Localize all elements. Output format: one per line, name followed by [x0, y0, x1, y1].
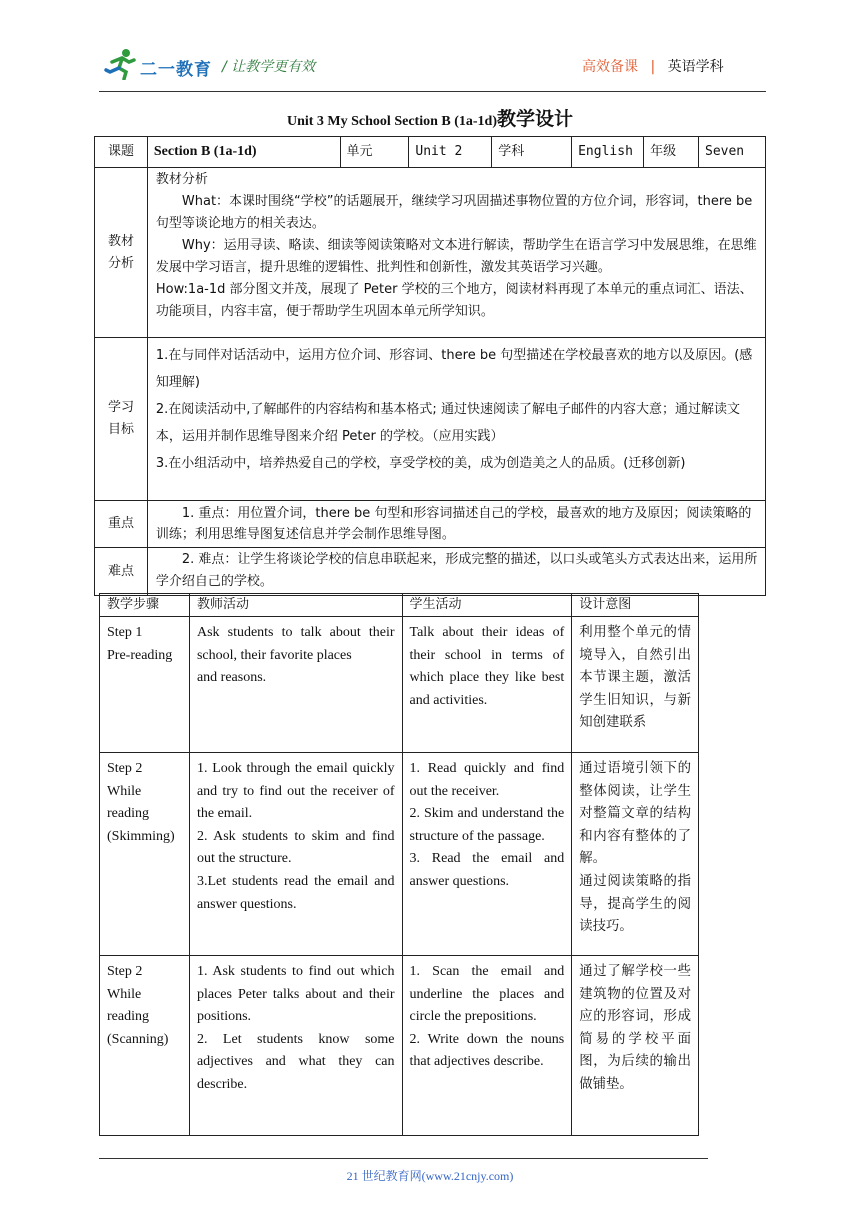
analysis-how: How:1a-1d 部分图文并茂，展现了 Peter 学校的三个地方，阅读材料再现了本单元的重点词汇、语法、功能项目，内容丰富，便于帮助学生巩固本单元所学知识。 [155, 282, 753, 319]
step-line: While [107, 986, 142, 1002]
step-line: Step 2 [107, 964, 143, 979]
analysis-heading: 教材分析 [155, 172, 208, 187]
objective-item: 1.在与同伴对话活动中，运用方位介词、形容词、there be 句型描述在学校最喜欢的地方以及原因。(感知理解) [155, 348, 753, 390]
difficulties-text: 2. 难点：让学生将谈论学校的信息串联起来，形成完整的描述，以口头或笔头方式表达出来，运用所学介绍自己的学校。 [155, 552, 758, 589]
lesson-info-table [94, 136, 766, 596]
lesson-value: Section B (1a-1d) [147, 137, 340, 168]
header-intent: 设计意图 [572, 594, 699, 617]
grade-label: 年级 [644, 137, 699, 168]
objective-item: 3.在小组活动中，培养热爱自己的学校，享受学校的美，成为创造美之人的品质。(迁移创新) [155, 456, 686, 471]
student-line: Talk about their ideas of their school in terms of which place they like best and activities. [409, 625, 565, 708]
title-chinese: 教学设计 [496, 108, 573, 130]
analysis-row [95, 168, 766, 338]
header-separator: | [650, 59, 656, 75]
step-line: reading [107, 806, 149, 822]
key-points-label: 重点 [95, 501, 148, 548]
student-line: 3. Read the email and answer questions. [409, 851, 565, 889]
intent-line: 利用整个单元的情境导入，自然引出本节课主题，激活学生旧知识，与新知创建联系 [579, 625, 691, 731]
student-cell [402, 956, 572, 1136]
footer-rule [99, 1158, 708, 1159]
analysis-what: What：本课时围绕“学校”的话题展开，继续学习巩固描述事物位置的方位介词，形容词，there be 句型等谈论地方的相关表达。 [155, 194, 753, 231]
lesson-label: 课题 [95, 137, 148, 168]
key-points-text: 1. 重点：用位置介词，there be 句型和形容词描述自己的学校，最喜欢的地方及原因；阅读策略的训练；利用思维导图复述信息并学会制作思维导图。 [155, 506, 752, 542]
page-title [0, 104, 860, 131]
logo-text: 二一教育 [140, 60, 212, 80]
objectives-label-2: 目标 [107, 422, 134, 437]
unit-label: 单元 [340, 137, 409, 168]
header-teacher: 教师活动 [189, 594, 402, 617]
step-line: Step 1 [107, 625, 143, 640]
unit-value: Unit 2 [409, 137, 492, 168]
footer-text: 21 世纪教育网(www.21cnjy.com) [346, 1169, 514, 1183]
step-cell [100, 956, 190, 1136]
teacher-line: Ask students to talk about their school, their favorite places [196, 625, 395, 663]
key-points-content [147, 501, 765, 548]
analysis-content [147, 168, 765, 338]
analysis-label [95, 168, 148, 338]
teacher-cell [189, 956, 402, 1136]
student-line: 2. Skim and understand the structure of the passage. [409, 806, 565, 844]
step-line: (Scanning) [107, 1031, 169, 1047]
intent-line: 通过语境引领下的整体阅读，让学生对整篇文章的结构和内容有整体的了解。 [579, 761, 691, 867]
intent-line: 通过阅读策略的指导，提高学生的阅读技巧。 [579, 873, 691, 935]
analysis-why: Why：运用寻读、略读、细读等阅读策略对文本进行解读，帮助学生在语言学习中发展思维，在思维发展中学习语言，提升思维的逻辑性、批判性和创新性，激发其英语学习兴趣。 [155, 238, 757, 275]
steps-header-row [100, 594, 699, 617]
teacher-line: 2. Let students know some adjectives and what they can describe. [196, 1031, 395, 1092]
step-line: Step 2 [107, 761, 143, 776]
teacher-line: 1. Ask students to find out which places Peter talks about and their positions. [196, 964, 395, 1025]
difficulties-content [147, 548, 765, 596]
step-line: Pre-reading [107, 647, 173, 663]
student-cell [402, 617, 572, 753]
teaching-steps-table [99, 593, 699, 1136]
header-right [582, 56, 724, 76]
intent-cell [572, 956, 699, 1136]
step-line: (Skimming) [107, 828, 175, 844]
info-row [95, 137, 766, 168]
step-cell [100, 617, 190, 753]
subject-label: 学科 [492, 137, 572, 168]
grade-value: Seven [699, 137, 766, 168]
teacher-cell [189, 617, 402, 753]
table-row [100, 956, 699, 1136]
difficulties-label: 难点 [95, 548, 148, 596]
objectives-label-1: 学习 [107, 400, 134, 415]
header-tag-prep: 高效备课 [582, 59, 638, 75]
student-line: 2. Write down the nouns that adjectives describe. [409, 1031, 565, 1070]
header-rule [99, 91, 766, 92]
header-student: 学生活动 [402, 594, 572, 617]
objective-item: 2.在阅读活动中,了解邮件的内容结构和基本格式; 通过快速阅读了解电子邮件的内容大意；通过解读文本，运用并制作思维导图来介绍 Peter 的学校。（应用实践） [155, 402, 740, 444]
step-line: reading [107, 1009, 149, 1025]
step-line: While [107, 783, 142, 799]
analysis-label-1: 教材 [107, 233, 134, 249]
teacher-line: 2. Ask students to skim and find out the structure. [196, 828, 395, 867]
student-line: 1. Read quickly and find out the receiver. [409, 761, 565, 799]
slogan: / 让教学更有效 [222, 59, 316, 75]
table-row [100, 617, 699, 753]
student-cell [402, 753, 572, 956]
title-english: Unit 3 My School Section B (1a-1d) [286, 114, 497, 129]
header-tag-subject: 英语学科 [667, 59, 724, 75]
header-step: 教学步骤 [100, 594, 190, 617]
runner-logo-icon [104, 48, 138, 80]
student-line: 1. Scan the email and underline the places and circle the prepositions. [409, 964, 565, 1025]
step-cell [100, 753, 190, 956]
site-logo [104, 48, 214, 82]
subject-value: English [572, 137, 644, 168]
intent-line: 通过了解学校一些建筑物的位置及对应的形容词，形成简易的学校平面图，为后续的输出做铺垫。 [579, 964, 691, 1092]
difficulties-row [95, 548, 766, 596]
intent-cell [572, 753, 699, 956]
objectives-content [147, 338, 765, 501]
objectives-row [95, 338, 766, 501]
objectives-label [95, 338, 148, 501]
teacher-line: 1. Look through the email quickly and try to find out the receiver of the email. [196, 761, 395, 822]
analysis-label-2: 分析 [107, 255, 134, 271]
intent-cell [572, 617, 699, 753]
teacher-cell [189, 753, 402, 956]
key-points-row [95, 501, 766, 548]
table-row [100, 753, 699, 956]
teacher-line: 3.Let students read the email and answer questions. [196, 873, 395, 912]
teacher-line: and reasons. [196, 670, 267, 686]
